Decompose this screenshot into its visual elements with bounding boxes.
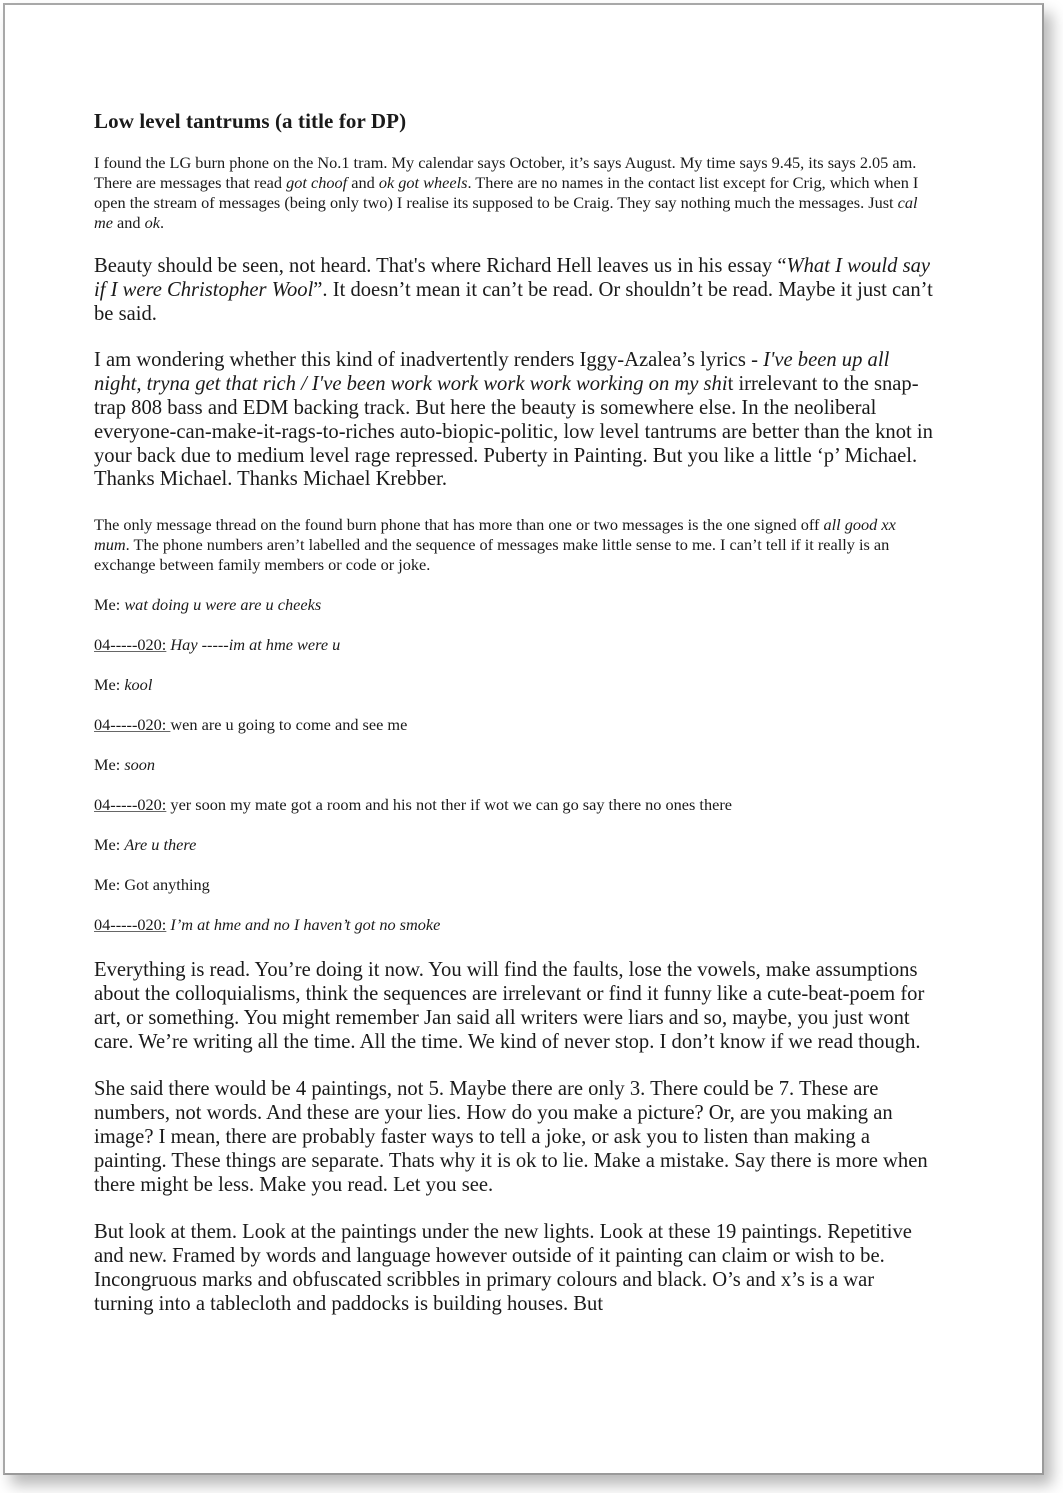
beauty-paragraph xyxy=(94,255,934,326)
italic-run: cal me xyxy=(94,193,918,232)
italic-run: ok got wheels xyxy=(378,173,468,192)
message-thread xyxy=(94,595,934,935)
message-text: I’m at hme and no I haven’t got no smoke xyxy=(170,915,441,935)
message-line xyxy=(94,755,934,775)
message-line xyxy=(94,595,934,615)
text-run: and xyxy=(347,173,379,192)
text-run: I am wondering whether this kind of inadvertently renders Iggy-Azalea’s lyrics - xyxy=(94,349,764,372)
message-sender: 04-----020: xyxy=(94,635,167,655)
intro-paragraph xyxy=(94,153,934,233)
message-line xyxy=(94,915,934,935)
message-text: yer soon my mate got a room and his not ther if wot we can go say there no ones there xyxy=(170,795,732,815)
text-run: t irrelevant to the snap-trap 808 bass and EDM backing track. But here the beauty is somewhere else. In the neoliberal everyone-can-make-it-rags-to-riches auto-biopic-politic, low level tantrums are better than the knot in your back due to medium level rage repressed. Puberty in Painting. But you like a little ‘p’ Michael. Thanks Michael. Thanks Michael Krebber. xyxy=(94,373,933,491)
paintings-paragraph: She said there would be 4 paintings, not 5. Maybe there are only 3. There could be 7. These are numbers, not words. And these are your lies. How do you make a picture? Or, are you making an image? I mean, there are probably faster ways to tell a joke, or ask you to listen than making a painting. These things are separate. Thats why it is ok to lie. Make a mistake. Say there is more when there might be less. Make you read. Let you see. xyxy=(94,1078,928,1196)
message-sender: Me: xyxy=(94,835,121,855)
italic-run: What I would say if I were Christopher Wool xyxy=(94,255,931,301)
text-run: . There are no names in the contact list except for Crig, which when I open the stream of messages (being only two) I realise its supposed to be Craig. They say nothing much the messages. Just xyxy=(94,173,919,212)
message-line xyxy=(94,715,934,735)
message-sender: 04-----020: xyxy=(94,715,171,735)
text-run: ”. It doesn’t mean it can’t be read. Or shouldn’t be read. Maybe it just can’t be said. xyxy=(94,278,933,325)
message-text: wat doing u were are u cheeks xyxy=(124,595,322,615)
italic-run: all good xx mum xyxy=(94,515,896,555)
italic-run: I've been up all night, tryna get that rich / I've been work work work work working on my shi xyxy=(94,349,890,396)
message-sender: 04-----020: xyxy=(94,795,167,815)
text-run: The only message thread on the found burn phone that has more than one or two messages is the one signed off xyxy=(94,515,824,535)
message-sender: Me: xyxy=(94,875,121,895)
message-text: Are u there xyxy=(124,835,197,855)
text-run: Beauty should be seen, not heard. That's where Richard Hell leaves us in his essay “ xyxy=(94,255,787,277)
message-line xyxy=(94,875,934,895)
message-line xyxy=(94,675,934,695)
read-paragraph: Everything is read. You’re doing it now. You will find the faults, lose the vowels, make assumptions about the colloquialisms, think the sequences are irrelevant or find it funny like a cute-beat-poem for art, or something. You might remember Jan said all writers were liars and so, maybe, you just wont care. We’re writing all the time. All the time. We kind of never stop. I don’t know if we read though. xyxy=(94,959,925,1053)
message-text: wen are u going to come and see me xyxy=(170,715,408,735)
message-text: soon xyxy=(124,755,156,775)
document-body xyxy=(94,109,934,1317)
message-text: Hay -----im at hme were u xyxy=(170,635,341,655)
document-page xyxy=(3,3,1044,1475)
text-run: and xyxy=(112,213,145,232)
text-run: I found the LG burn phone on the No.1 tram. My calendar says October, it’s says August. My time says 9.45, its says 2.05 am. There are messages that read xyxy=(94,153,917,192)
message-line xyxy=(94,835,934,855)
message-sender: 04-----020: xyxy=(94,915,167,935)
message-text: Got anything xyxy=(124,875,210,895)
message-line xyxy=(94,795,934,815)
italic-run: ok xyxy=(144,213,161,232)
message-line xyxy=(94,635,934,655)
message-sender: Me: xyxy=(94,755,121,775)
look-paragraph: But look at them. Look at the paintings under the new lights. Look at these 19 paintings. Repetitive and new. Framed by words and language however outside of it painting can claim or wish to be. Incongruous marks and obfuscated scribbles in primary colours and black. O’s and x’s is a war turning into a tablecloth and paddocks is building houses. But xyxy=(94,1221,912,1315)
document-title: Low level tantrums (a title for DP) xyxy=(94,109,407,133)
italic-run: got choof xyxy=(286,173,348,192)
thread-paragraph xyxy=(94,515,934,575)
iggy-paragraph xyxy=(94,349,934,492)
message-sender: Me: xyxy=(94,675,121,695)
text-run: . xyxy=(160,213,165,232)
message-sender: Me: xyxy=(94,595,121,615)
message-text: kool xyxy=(124,675,153,695)
text-run: . The phone numbers aren’t labelled and the sequence of messages make little sense to me. I can’t tell if it really is an exchange between family members or code or joke. xyxy=(94,535,890,575)
